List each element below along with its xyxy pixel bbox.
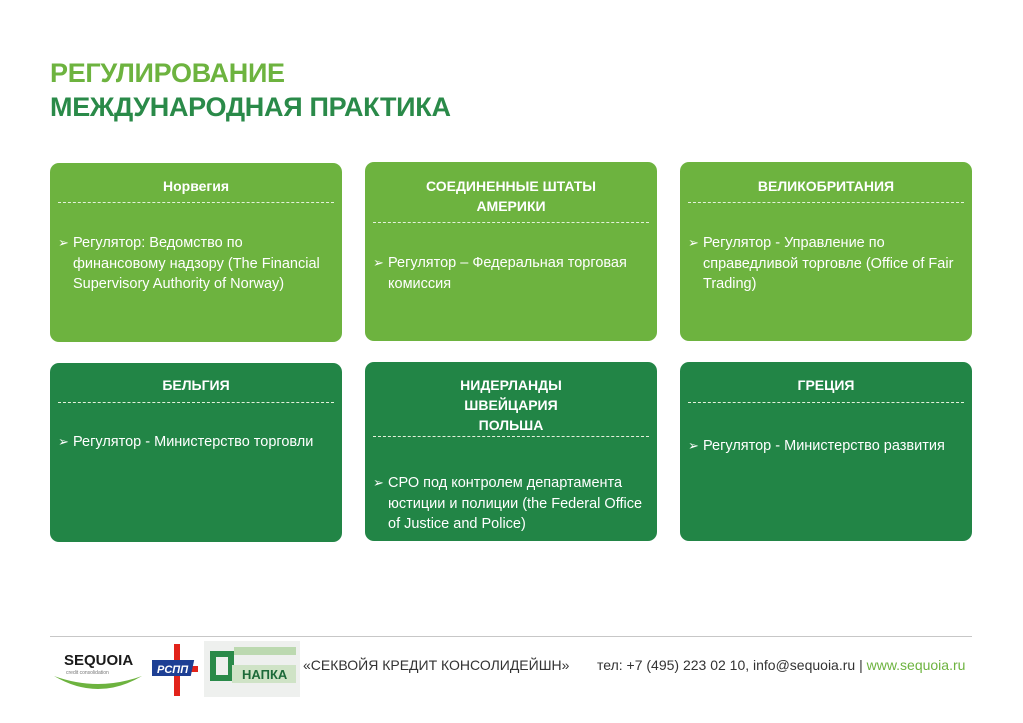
bullet-arrow-icon: ➢ bbox=[373, 255, 384, 270]
card-divider bbox=[373, 436, 649, 437]
card-title: Норвегия bbox=[162, 178, 230, 194]
card-usa bbox=[365, 162, 657, 341]
card-divider bbox=[688, 202, 964, 203]
card-body bbox=[688, 233, 962, 295]
card-title: БЕЛЬГИЯ bbox=[162, 377, 230, 393]
card-divider bbox=[58, 202, 334, 203]
card-text: Регулятор - Министерство развития bbox=[703, 438, 945, 454]
website-link[interactable]: www.sequoia.ru bbox=[866, 657, 966, 673]
card-greece bbox=[680, 362, 972, 541]
card-text: Регулятор – Федеральная торговая комиссия bbox=[388, 255, 627, 292]
card-netherlands-switzerland-poland bbox=[365, 362, 657, 541]
title-line-2: МЕЖДУНАРОДНАЯ ПРАКТИКА bbox=[50, 92, 451, 122]
card-title: ВЕЛИКОБРИТАНИЯ bbox=[757, 178, 895, 194]
napka-logo bbox=[204, 641, 300, 697]
bullet-arrow-icon: ➢ bbox=[58, 434, 69, 449]
card-title: ГРЕЦИЯ bbox=[797, 377, 855, 393]
card-divider bbox=[688, 402, 964, 403]
card-title: СОЕДИНЕННЫЕ ШТАТЫ АМЕРИКИ bbox=[425, 178, 597, 214]
footer-divider bbox=[50, 636, 972, 637]
rspp-logo bbox=[152, 642, 200, 698]
card-title: НИДЕРЛАНДЫ ШВЕЙЦАРИЯ ПОЛЬША bbox=[460, 377, 562, 433]
sequoia-logo bbox=[50, 642, 146, 696]
card-text: СРО под контролем департамента юстиции и полиции (the Federal Office of Justice and Police) bbox=[388, 475, 643, 532]
card-text: Регулятор - Министерство торговли bbox=[73, 434, 314, 450]
card-body bbox=[58, 432, 332, 453]
sequoia-swoosh-icon bbox=[54, 676, 142, 689]
contact-info: тел: +7 (495) 223 02 10, info@sequoia.ru | bbox=[597, 657, 863, 673]
bullet-arrow-icon: ➢ bbox=[688, 235, 699, 250]
company-name: «СЕКВОЙЯ КРЕДИТ КОНСОЛИДЕЙШН» bbox=[303, 657, 570, 673]
sequoia-logo-text: SEQUOIA bbox=[64, 652, 134, 669]
bullet-arrow-icon: ➢ bbox=[688, 438, 699, 453]
card-body bbox=[58, 233, 332, 295]
rspp-logo-text: РСПП bbox=[157, 664, 189, 676]
card-divider bbox=[373, 222, 649, 223]
title-line-1: РЕГУЛИРОВАНИЕ bbox=[50, 58, 285, 88]
card-body bbox=[688, 436, 962, 457]
bullet-arrow-icon: ➢ bbox=[58, 235, 69, 250]
card-uk bbox=[680, 162, 972, 341]
contacts bbox=[597, 657, 965, 673]
page-title bbox=[50, 56, 451, 124]
card-norway bbox=[50, 163, 342, 342]
card-text: Регулятор: Ведомство по финансовому надзору (The Financial Supervisory Authority of Norway) bbox=[73, 235, 320, 292]
napka-logo-text: НАПКА bbox=[242, 667, 288, 682]
card-body bbox=[373, 253, 647, 294]
card-divider bbox=[58, 402, 334, 403]
card-text: Регулятор - Управление по справедливой торговле (Office of Fair Trading) bbox=[703, 235, 954, 292]
sequoia-logo-subtext: credit consolidation bbox=[66, 670, 109, 676]
card-belgium bbox=[50, 363, 342, 542]
bullet-arrow-icon: ➢ bbox=[373, 475, 384, 490]
card-body bbox=[373, 473, 647, 535]
